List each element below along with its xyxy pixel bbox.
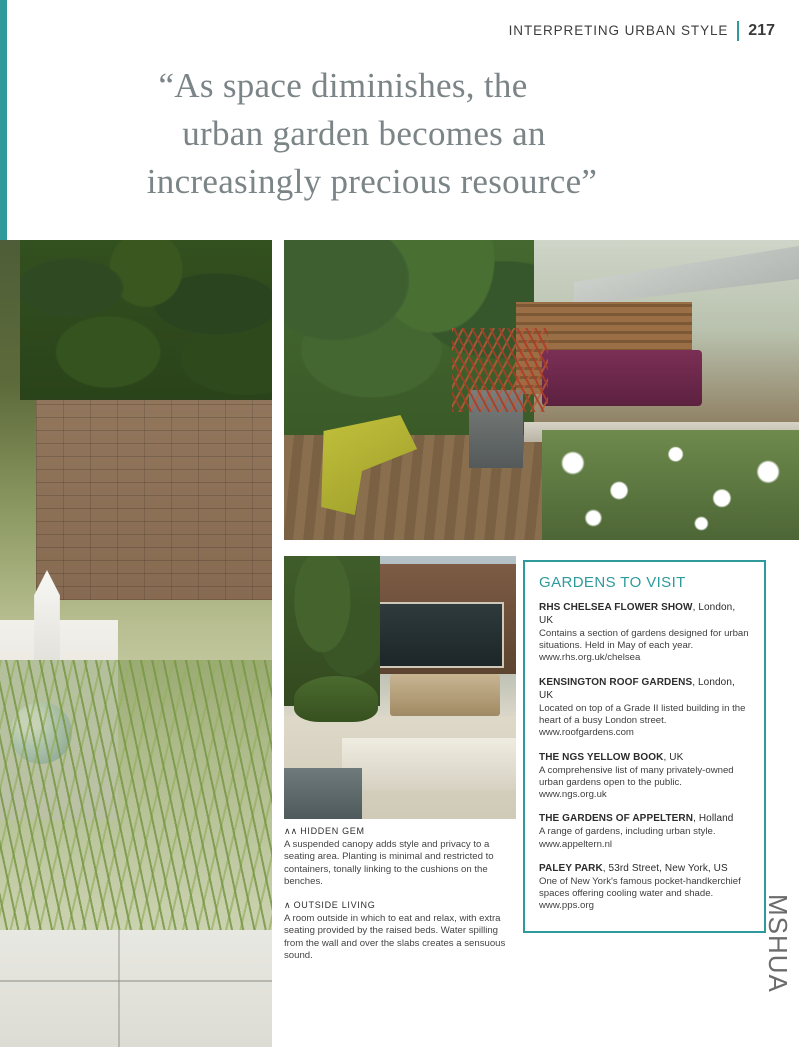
- stone-slab-layer: [284, 768, 362, 819]
- header-divider: [737, 21, 739, 41]
- paving-layer: [0, 930, 272, 1047]
- garden-entry-description: Contains a section of gardens designed for urban situations. Held in May of each year.: [539, 628, 749, 652]
- page-number: 217: [748, 22, 775, 39]
- garden-entry-description: One of New York's famous pocket-handkerchief spaces offering cooling water and shade.: [539, 876, 741, 900]
- purple-bench-seating: [542, 350, 702, 406]
- caption-body-hidden-gem: A suspended canopy adds style and privacy to a seating area. Planting is minimal and restricted to containers, tonally linking to the cushions on the benches.: [284, 839, 494, 887]
- garden-location-text: , London, UK: [539, 602, 736, 626]
- raised-bed-bench: [342, 738, 516, 790]
- photo-tall-urban-garden: [0, 240, 272, 1047]
- garden-entry-url[interactable]: www.rhs.org.uk/chelsea: [539, 652, 641, 664]
- garden-name-text: THE NGS YELLOW BOOK: [539, 751, 664, 763]
- garden-entry-url[interactable]: www.appeltern.nl: [539, 838, 613, 850]
- garden-entry-url[interactable]: www.roofgardens.com: [539, 727, 634, 739]
- garden-entry: [539, 676, 750, 740]
- ivy-foliage-layer: [20, 240, 272, 400]
- garden-entry-name: [539, 812, 750, 825]
- garden-entry: [539, 862, 750, 913]
- paving-joint-vertical: [118, 930, 120, 1047]
- phormium-plant-object: [452, 328, 548, 412]
- photo-roof-terrace: [284, 240, 799, 540]
- gardens-to-visit-title: GARDENS TO VISIT: [539, 574, 686, 591]
- photo-courtyard-living: [284, 556, 516, 819]
- pull-quote-line-2: urban garden becomes an: [182, 114, 546, 153]
- caption-title-text: HIDDEN GEM: [300, 826, 365, 836]
- garden-entry: [539, 751, 750, 802]
- caption-title-text: OUTSIDE LIVING: [293, 900, 376, 911]
- suspended-canopy-object: [574, 246, 799, 306]
- garden-location-text: , UK: [663, 751, 684, 763]
- garden-entry-name: [539, 676, 750, 702]
- garden-name-text: KENSINGTON ROOF GARDENS: [539, 676, 693, 688]
- caption-arrows-icon: ∧∧: [284, 826, 298, 836]
- daisy-planting-layer: [542, 430, 799, 540]
- garden-entry-description: A range of gardens, including urban style.: [539, 826, 716, 838]
- pull-quote-line-3: increasingly precious resource”: [146, 162, 598, 201]
- glass-doors-layer: [376, 602, 504, 668]
- garden-entry-name: [539, 601, 750, 627]
- caption-arrow-icon: ∧: [284, 900, 291, 911]
- pull-quote: [7, 62, 707, 206]
- garden-entry-name: [539, 862, 750, 875]
- caption-title-hidden-gem: [284, 826, 518, 837]
- paving-joint-horizontal: [0, 980, 272, 982]
- caption-title-outside-living: [284, 900, 518, 911]
- garden-entry-description: A comprehensive list of many privately-owned urban gardens open to the public.: [539, 764, 734, 788]
- garden-location-text: , Holland: [693, 813, 734, 825]
- gardens-to-visit-box: [523, 560, 766, 933]
- outdoor-sofa-object: [390, 674, 500, 716]
- garden-entry-url[interactable]: www.ngs.org.uk: [539, 789, 607, 801]
- garden-location-text: , London, UK: [539, 676, 735, 701]
- garden-name-text: PALEY PARK: [539, 863, 603, 875]
- garden-name-text: THE GARDENS OF APPELTERN: [539, 813, 694, 825]
- garden-entry: [539, 812, 750, 851]
- garden-location-text: , 53rd Street, New York, US: [602, 863, 728, 875]
- garden-entry-description: Located on top of a Grade II listed building in the heart of a busy London street.: [539, 702, 746, 727]
- photo-captions: [284, 826, 518, 974]
- garden-name-text: RHS CHELSEA FLOWER SHOW: [539, 602, 693, 613]
- page-header: [0, 18, 799, 48]
- garden-entry-url[interactable]: www.pps.org: [539, 900, 594, 912]
- clipped-hedge-object: [294, 676, 378, 722]
- garden-entry: [539, 601, 750, 665]
- running-head: INTERPRETING URBAN STYLE: [508, 23, 729, 38]
- pull-quote-line-1: “As space diminishes, the: [158, 66, 528, 105]
- side-thumb-index: MSHUA: [763, 894, 793, 993]
- garden-entry-name: [539, 751, 750, 764]
- caption-body-outside-living: A room outside in which to eat and relax, with extra seating provided by the raised beds. Water spilling from the wall and over the slabs creates a sensuous sound.: [284, 913, 506, 962]
